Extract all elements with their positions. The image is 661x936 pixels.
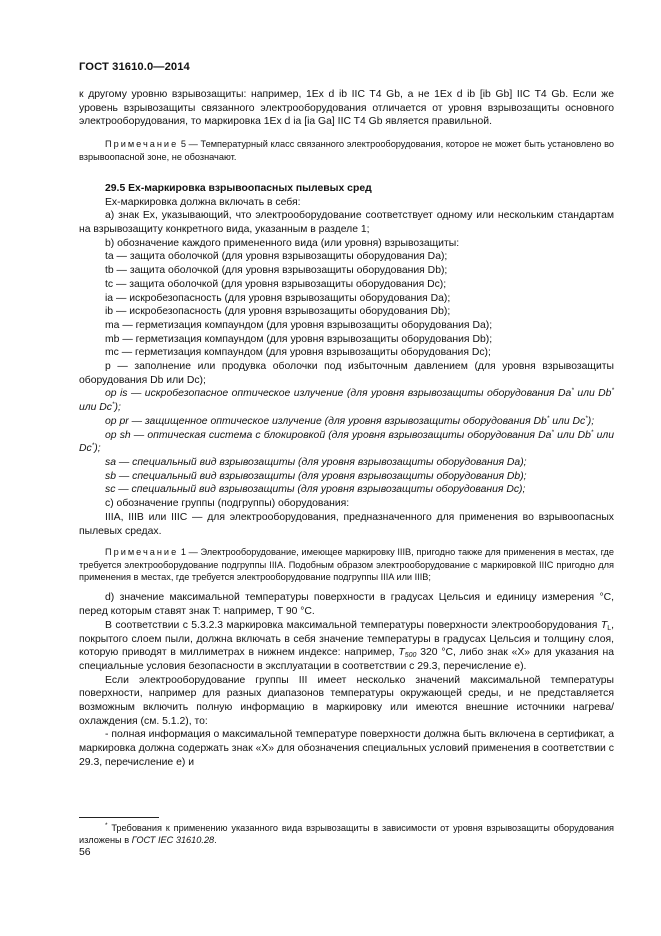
line-b: b) обозначение каждого примененного вида (или уровня) взрывозащиты: <box>105 237 460 249</box>
section-heading: 29.5 Ex-маркировка взрывоопасных пылевых сред <box>105 182 372 194</box>
line-ta: ta — защита оболочкой (для уровня взрывозащиты оборудования Da); <box>105 251 448 263</box>
line-tb: tb — защита оболочкой (для уровня взрывозащиты оборудования Db); <box>105 265 448 277</box>
line-ia: ia — искробезопасность (для уровня взрывозащиты оборудования Da); <box>105 292 451 304</box>
note-5: Примечание 5 — Температурный класс связанного электрооборудования, которое не может быть установлено во взрывоопасной зоне, не обозначают. <box>79 139 614 162</box>
line-sc: sc — специальный вид взрывозащиты (для уровня взрывозащиты оборудования Dc); <box>105 484 526 496</box>
note-label: Примечание <box>105 139 179 150</box>
line-ib: ib — искробезопасность (для уровня взрывозащиты оборудования Db); <box>105 306 451 318</box>
line-tc: tc — защита оболочкой (для уровня взрывозащиты оборудования Dc); <box>105 278 447 290</box>
line-sa: sa — специальный вид взрывозащиты (для уровня взрывозащиты оборудования Da); <box>105 456 527 468</box>
bullet-full-info: - полная информация о максимальной температуре поверхности должна быть включена в сертификат, а маркировка должна содержать знак «X» для обозначения специальных условий применения в соответствии с 29.3, перечисление е) и <box>79 729 614 768</box>
paragraph-5-3-2-3: В соответствии с 5.3.2.3 маркировка максимальной температуры поверхности электрооборудования $T_L$, покрытого слоем пыли, должна включать в себя значение температуры в градусах Цельсия и толщину слоя, которую приводят в миллиметрах в нижнем индексе: например, $T_{500}$ 320 °C, либо знак «X» для указания на специальные условия безопасности в эксплуатации в соответствии с 29.3, перечисление е). <box>79 619 614 672</box>
line-c: с) обозначение группы (подгруппы) оборудования: <box>105 498 350 510</box>
line-op-pr: op pr — защищенное оптическое излучение (для уровня взрывозащиты оборудования Db* или Dc*); <box>105 414 595 427</box>
document-header: ГОСТ 31610.0—2014 <box>79 61 190 73</box>
footnote-divider <box>79 817 159 818</box>
footnote: * Требования к применению указанного вида взрывозащиты в зависимости от уровня взрывозащиты оборудования изложены в ГОСТ IEC 31610.28. <box>79 822 614 846</box>
line-op-sh: op sh — оптическая система с блокировкой (для уровня взрывозащиты оборудования Da* или Db* или Dc*); <box>79 428 614 455</box>
line-p: p — заполнение или продувка оболочки под избыточным давлением (для уровня взрывозащиты оборудования Db или Dc); <box>79 361 614 386</box>
line-op-is: op is — искробезопасное оптическое излучение (для уровня взрывозащиты оборудования Da* или Db* или Dc*); <box>79 387 614 414</box>
note-label: Примечание <box>105 547 179 558</box>
line-l1: Ex-маркировка должна включать в себя: <box>105 196 301 208</box>
line-groups: IIIA, IIIB или IIIC — для электрооборудования, предназначенного для применения во взрывоопасных пылевых средах. <box>79 511 614 537</box>
document-body <box>79 88 614 770</box>
paragraph-group-3: Если электрооборудование группы III имеет несколько значений максимальной температуры поверхности, например для разных диапазонов температуры окружающей среды, и не представляется возможным включить полную информацию в маркировку или имеются внешние источники нагрева/охлаждения (см. 5.1.2), то: <box>79 674 614 727</box>
line-ma: ma — герметизация компаундом (для уровня взрывозащиты оборудования Da); <box>105 319 493 331</box>
page-number: 56 <box>79 847 91 858</box>
intro-paragraph: к другому уровню взрывозащиты: например, 1Ex d ib IIC T4 Gb, а не 1Ex d ib [ib Gb] IIC T4 Gb. Если же уровень взрывозащиты связанного электрооборудования отличается от уровня взрывозащиты основного электрооборудования, то маркировка 1Ex d ia [ia Ga] IIC T4 Gb является правильной. <box>79 89 614 128</box>
line-d: d) значение максимальной температуры поверхности в градусах Цельсия и единицу измерения °С, перед которым ставят знак T: например, T 90 °C. <box>79 592 614 618</box>
line-mc: mc — герметизация компаундом (для уровня взрывозащиты оборудования Dc); <box>105 347 491 359</box>
line-a: а) знак Ex, указывающий, что электрооборудование соответствует одному или нескольким стандартам на взрывозащиту конкретного вида, указанным в разделе 1; <box>79 210 614 236</box>
line-mb: mb — герметизация компаундом (для уровня взрывозащиты оборудования Db); <box>105 333 493 345</box>
line-sb: sb — специальный вид взрывозащиты (для уровня взрывозащиты оборудования Db); <box>105 470 527 482</box>
note-1: Примечание 1 — Электрооборудование, имеющее маркировку IIIB, пригодно также для применения в местах, где требуется электрооборудование подгруппы IIIA. Подобным образом электрооборудование с маркировкой IIIC пригодно для применения в местах, где требуется электрооборудование подгруппы IIIA или IIIB; <box>79 547 614 583</box>
